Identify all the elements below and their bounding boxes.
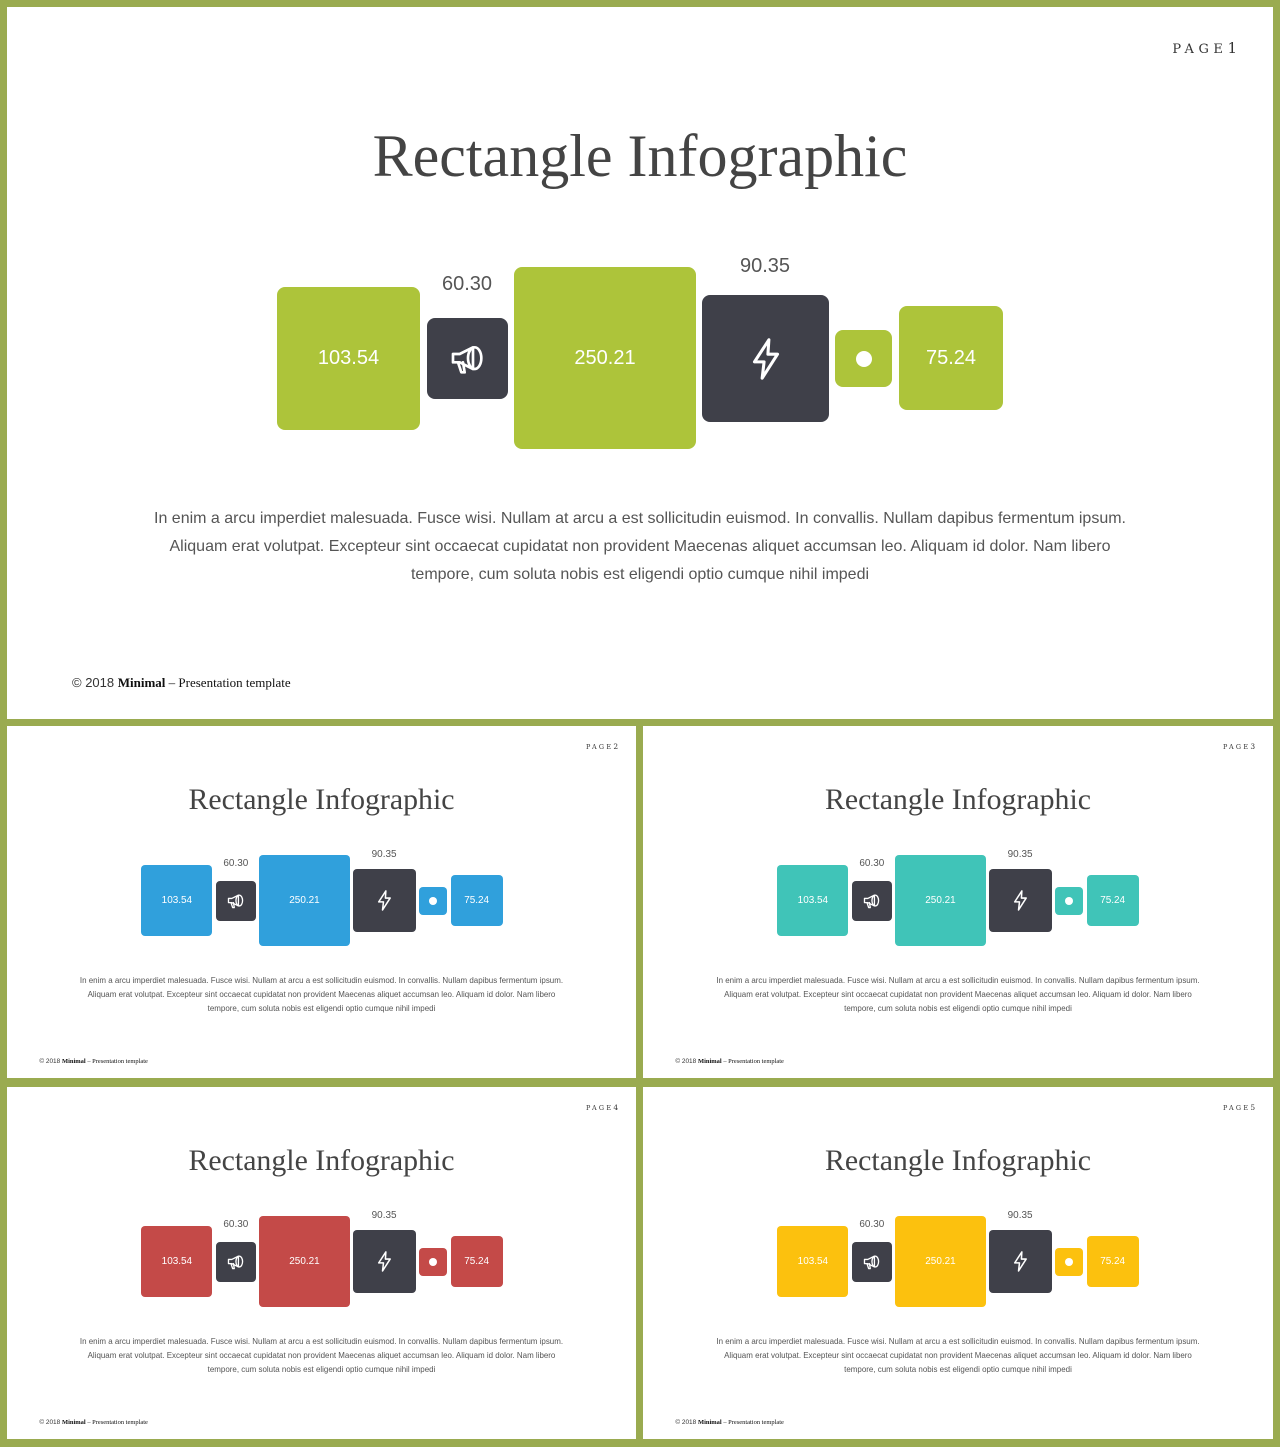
lightning-value-label: 90.35: [1007, 1210, 1033, 1222]
lightning-icon: [743, 336, 789, 382]
box6-value: 75.24: [925, 346, 977, 369]
box1-value: 103.54: [797, 1256, 829, 1268]
box5-rect: [419, 1248, 447, 1276]
slide-title: Rectangle Infographic: [372, 123, 908, 189]
box1-value: 103.54: [797, 895, 829, 907]
footer-copyright: [39, 1058, 148, 1065]
box3-rect: [259, 855, 350, 946]
lightning-icon: [1009, 889, 1032, 912]
lightning-icon: [373, 889, 396, 912]
box3-value: 250.21: [289, 1256, 320, 1268]
box1-value: 103.54: [317, 347, 380, 369]
box4-rect: [702, 295, 829, 422]
lightning-value-label: 90.35: [371, 1210, 397, 1222]
page-label-text: PAGE: [586, 1103, 614, 1112]
slide-page-4: [7, 1087, 636, 1439]
lightning-icon: [1009, 1250, 1032, 1273]
box1-rect: [277, 287, 420, 430]
box6-value: 75.24: [1100, 1256, 1126, 1268]
dot-icon: [856, 351, 872, 367]
footer-copyright: [675, 1419, 784, 1426]
footer-brand: Minimal: [117, 675, 166, 690]
lightning-value-label: 90.35: [1007, 849, 1033, 861]
box6-value: 75.24: [464, 1256, 490, 1268]
body-line-2: Aliquam erat volutpat. Excepteur sint occaecat cupidatat non provident Maecenas aliquet accumsan leo. Aliquam id dolor. Nam libero: [87, 989, 556, 999]
body-line-2: Aliquam erat volutpat. Excepteur sint occaecat cupidatat non provident Maecenas aliquet accumsan leo. Aliquam id dolor. Nam libero: [724, 989, 1192, 999]
body-line-3: tempore, cum soluta nobis est eligendi optio cumque nihil impedi: [844, 1364, 1072, 1374]
box6-rect: [451, 875, 503, 927]
box6-value: 75.24: [464, 895, 490, 907]
box5-rect: [419, 887, 447, 915]
body-line-2: Aliquam erat volutpat. Excepteur sint occaecat cupidatat non provident Maecenas aliquet accumsan leo. Aliquam id dolor. Nam libero: [724, 1350, 1192, 1360]
footer-copyright: [39, 1419, 148, 1426]
footer-copyright: [72, 675, 291, 691]
footer-brand: Minimal: [698, 1058, 722, 1066]
page-label-text: PAGE: [1223, 1103, 1251, 1112]
body-line-1: In enim a arcu imperdiet malesuada. Fusce wisi. Nullam at arcu a est sollicitudin euismod. In convallis. Nullam dapibus fermentum ipsum.: [154, 510, 1126, 527]
box6-rect: [451, 1236, 503, 1288]
body-text: [7, 1335, 636, 1377]
footer-brand: Minimal: [62, 1058, 86, 1066]
body-line-1: In enim a arcu imperdiet malesuada. Fusce wisi. Nullam at arcu a est sollicitudin euismod. In convallis. Nullam dapibus fermentum ipsum.: [79, 1336, 564, 1346]
megaphone-value-label: 60.30: [223, 1219, 249, 1231]
page-label: [586, 742, 618, 751]
box3-rect: [514, 267, 696, 449]
megaphone-value-label: 60.30: [859, 1219, 885, 1231]
page-label-text: PAGE: [1172, 42, 1228, 57]
box6-rect: [1087, 1236, 1139, 1288]
footer-year: © 2018: [675, 1058, 699, 1066]
box3-value: 250.21: [289, 895, 320, 907]
box1-rect: [141, 1226, 212, 1297]
box1-value: 103.54: [161, 895, 193, 907]
box3-rect: [895, 855, 986, 946]
body-text: [7, 974, 636, 1016]
footer-brand: Minimal: [698, 1419, 722, 1427]
slide-title: Rectangle Infographic: [188, 783, 455, 817]
footer-suffix: – Presentation template: [85, 1058, 148, 1066]
footer-brand: Minimal: [62, 1419, 86, 1427]
body-text: [643, 1335, 1273, 1377]
megaphone-icon: [862, 1252, 882, 1272]
box6-rect: [1087, 875, 1139, 927]
box3-rect: [895, 1216, 986, 1307]
footer-year: © 2018: [39, 1058, 63, 1066]
box4-rect: [353, 1230, 416, 1293]
footer-copyright: [675, 1058, 784, 1065]
megaphone-value-label: 60.30: [859, 858, 885, 870]
box2-rect: [216, 1242, 256, 1282]
footer-suffix: – Presentation template: [165, 675, 291, 690]
body-line-1: In enim a arcu imperdiet malesuada. Fusce wisi. Nullam at arcu a est sollicitudin euismod. In convallis. Nullam dapibus fermentum ipsum.: [716, 1336, 1200, 1346]
megaphone-icon: [226, 1252, 246, 1272]
page-number: 2: [613, 741, 619, 751]
page-label: [586, 1103, 618, 1112]
box5-rect: [1055, 1248, 1083, 1276]
box4-rect: [989, 869, 1052, 932]
lightning-value-label: 90.35: [739, 255, 791, 277]
slide-page-3: [643, 726, 1273, 1078]
box5-rect: [1055, 887, 1083, 915]
body-line-3: tempore, cum soluta nobis est eligendi optio cumque nihil impedi: [844, 1003, 1072, 1013]
box2-rect: [216, 881, 256, 921]
dot-icon: [429, 897, 437, 905]
megaphone-value-label: 60.30: [441, 273, 493, 295]
box1-rect: [777, 865, 848, 936]
footer-suffix: – Presentation template: [85, 1419, 148, 1427]
footer-suffix: – Presentation template: [721, 1419, 784, 1427]
dot-icon: [1065, 1258, 1073, 1266]
slide-page-5: [643, 1087, 1273, 1439]
slide-title: Rectangle Infographic: [188, 1144, 455, 1178]
body-line-2: Aliquam erat volutpat. Excepteur sint occaecat cupidatat non provident Maecenas aliquet accumsan leo. Aliquam id dolor. Nam libero: [169, 538, 1111, 555]
lightning-value-label: 90.35: [371, 849, 397, 861]
footer-year: © 2018: [39, 1419, 63, 1427]
megaphone-icon: [448, 339, 488, 379]
page-label: [1223, 1103, 1255, 1112]
page-number: 3: [1250, 741, 1256, 751]
box3-rect: [259, 1216, 350, 1307]
box6-value: 75.24: [1100, 895, 1126, 907]
box1-rect: [777, 1226, 848, 1297]
box2-rect: [427, 318, 508, 399]
page-label: [1172, 39, 1237, 57]
slide-title: Rectangle Infographic: [825, 783, 1091, 817]
page-label: [1223, 742, 1255, 751]
box3-value: 250.21: [925, 895, 956, 907]
page-label-text: PAGE: [1223, 742, 1251, 751]
dot-icon: [429, 1258, 437, 1266]
page-number: 4: [613, 1102, 619, 1112]
box3-value: 250.21: [574, 346, 636, 369]
box2-rect: [852, 881, 892, 921]
megaphone-icon: [862, 891, 882, 911]
box1-value: 103.54: [161, 1256, 193, 1268]
box5-rect: [835, 330, 892, 387]
page-label-text: PAGE: [586, 742, 614, 751]
body-line-1: In enim a arcu imperdiet malesuada. Fusce wisi. Nullam at arcu a est sollicitudin euismod. In convallis. Nullam dapibus fermentum ipsum.: [79, 975, 564, 985]
body-text: [643, 974, 1273, 1016]
body-line-3: tempore, cum soluta nobis est eligendi optio cumque nihil impedi: [207, 1364, 436, 1374]
body-line-1: In enim a arcu imperdiet malesuada. Fusce wisi. Nullam at arcu a est sollicitudin euismod. In convallis. Nullam dapibus fermentum ipsum.: [716, 975, 1200, 985]
footer-year: © 2018: [675, 1419, 699, 1427]
slide-page-1: [7, 7, 1273, 719]
page-number: 5: [1250, 1102, 1256, 1112]
box1-rect: [141, 865, 212, 936]
megaphone-icon: [226, 891, 246, 911]
lightning-icon: [373, 1250, 396, 1273]
body-line-3: tempore, cum soluta nobis est eligendi optio cumque nihil impedi: [207, 1003, 436, 1013]
box4-rect: [353, 869, 416, 932]
box2-rect: [852, 1242, 892, 1282]
dot-icon: [1065, 897, 1073, 905]
body-text: [7, 505, 1273, 589]
box3-value: 250.21: [925, 1256, 956, 1268]
footer-suffix: – Presentation template: [721, 1058, 784, 1066]
box6-rect: [899, 306, 1003, 410]
megaphone-value-label: 60.30: [223, 858, 249, 870]
box4-rect: [989, 1230, 1052, 1293]
body-line-2: Aliquam erat volutpat. Excepteur sint occaecat cupidatat non provident Maecenas aliquet accumsan leo. Aliquam id dolor. Nam libero: [87, 1350, 556, 1360]
page-number: 1: [1227, 39, 1237, 57]
footer-year: © 2018: [72, 675, 118, 690]
body-line-3: tempore, cum soluta nobis est eligendi optio cumque nihil impedi: [410, 566, 870, 583]
slide-page-2: [7, 726, 636, 1078]
slide-title: Rectangle Infographic: [825, 1144, 1091, 1178]
